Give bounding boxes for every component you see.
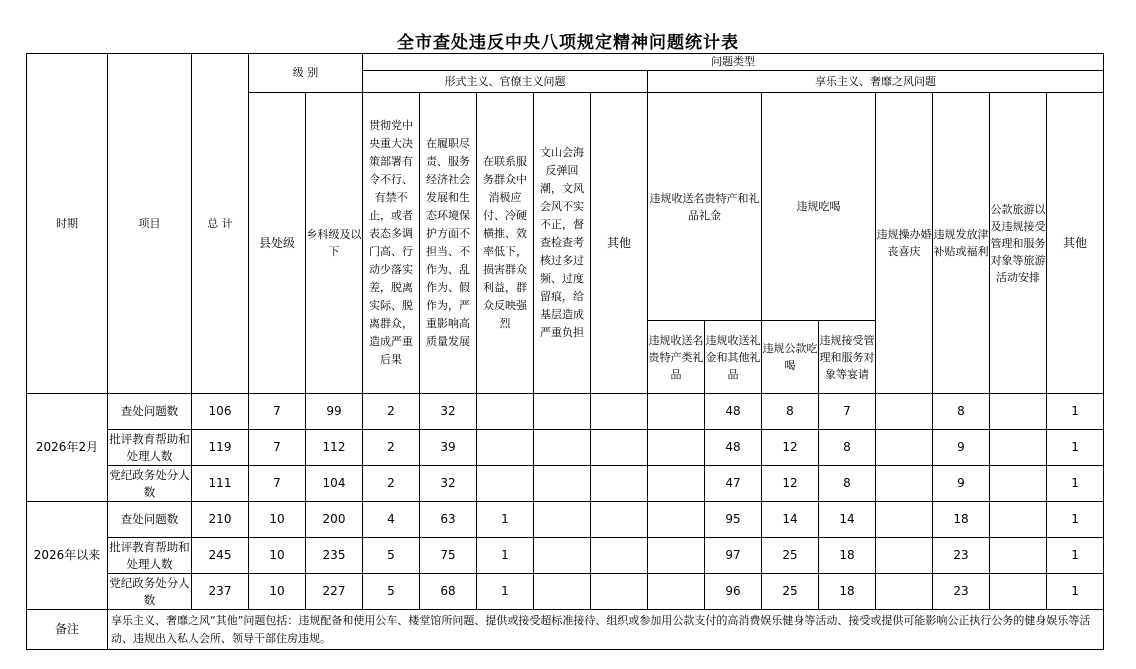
header-ceremonies: 违规操办婚丧喜庆 [876, 93, 933, 394]
header-level: 级 别 [249, 54, 363, 93]
cell: 10 [249, 574, 306, 610]
header-allowances: 违规发放津补贴或福利 [933, 93, 990, 394]
header-formalism-other: 其他 [591, 93, 648, 394]
cell: 14 [762, 502, 819, 538]
cell: 95 [705, 502, 762, 538]
cell: 10 [249, 502, 306, 538]
header-travel: 公款旅游以及违规接受管理和服务对象等旅游活动安排 [990, 93, 1047, 394]
cell [990, 574, 1047, 610]
cell: 245 [192, 538, 249, 574]
header-formalism-meetings: 文山会海反弹回潮，文风会风不实不正，督查检查考核过多过频、过度留痕，给基层造成严重负担 [534, 93, 591, 394]
row-item: 批评教育帮助和处理人数 [108, 430, 192, 466]
cell [534, 502, 591, 538]
cell [534, 394, 591, 430]
cell: 5 [363, 574, 420, 610]
cell: 23 [933, 574, 990, 610]
cell [648, 394, 705, 430]
header-formalism-masses: 在联系服务群众中消极应付、冷硬横推、效率低下，损害群众利益，群众反映强烈 [477, 93, 534, 394]
period-cell: 2026年2月 [27, 394, 108, 502]
note-text: 享乐主义、奢靡之风“其他”问题包括：违规配备和使用公车、楼堂馆所问题、提供或接受超标准接待、组织或参加用公款支付的高消费娱乐健身等活动、接受或提供可能影响公正执行公务的健身娱乐等活动、违规出入私人会所、领导干部住房违规。 [108, 610, 1104, 650]
cell: 1 [477, 574, 534, 610]
cell: 106 [192, 394, 249, 430]
header-problem-type: 问题类型 [363, 54, 1104, 71]
cell: 7 [249, 430, 306, 466]
cell: 8 [819, 466, 876, 502]
cell: 1 [1047, 502, 1104, 538]
cell: 97 [705, 538, 762, 574]
cell: 14 [819, 502, 876, 538]
cell: 12 [762, 430, 819, 466]
header-county-level: 县处级 [249, 93, 306, 394]
header-total: 总 计 [192, 54, 249, 394]
cell: 2 [363, 394, 420, 430]
cell: 237 [192, 574, 249, 610]
cell: 18 [819, 574, 876, 610]
cell: 1 [1047, 430, 1104, 466]
cell [534, 466, 591, 502]
header-gifts-specialty: 违规收送名贵特产类礼品 [648, 321, 705, 394]
cell: 32 [420, 466, 477, 502]
cell: 210 [192, 502, 249, 538]
header-gifts-money: 违规收送礼金和其他礼品 [705, 321, 762, 394]
header-item: 项目 [108, 54, 192, 394]
cell [876, 394, 933, 430]
header-formalism-duty: 在履职尽责、服务经济社会发展和生态环境保护方面不担当、不作为、乱作为、假作为，严重影响高质量发展 [420, 93, 477, 394]
cell [876, 574, 933, 610]
cell [990, 502, 1047, 538]
cell [477, 394, 534, 430]
table-row [27, 466, 1104, 502]
header-formalism-decision: 贯彻党中央重大决策部署有令不行、有禁不止，或者表态多调门高、行动少落实差，脱离实际、脱离群众，造成严重后果 [363, 93, 420, 394]
cell: 4 [363, 502, 420, 538]
cell: 1 [477, 502, 534, 538]
table-row [27, 430, 1104, 466]
cell [876, 502, 933, 538]
cell [648, 430, 705, 466]
table-row [27, 538, 1104, 574]
cell: 2 [363, 466, 420, 502]
header-period: 时期 [27, 54, 108, 394]
cell: 48 [705, 430, 762, 466]
cell [591, 466, 648, 502]
cell: 104 [306, 466, 363, 502]
cell [591, 394, 648, 430]
cell: 112 [306, 430, 363, 466]
cell [876, 538, 933, 574]
cell: 1 [1047, 574, 1104, 610]
cell [990, 430, 1047, 466]
cell [990, 394, 1047, 430]
cell [477, 430, 534, 466]
cell: 8 [933, 394, 990, 430]
cell: 227 [306, 574, 363, 610]
cell [534, 430, 591, 466]
cell: 75 [420, 538, 477, 574]
table-title: 全市查处违反中央八项规定精神问题统计表 [397, 33, 739, 53]
cell [876, 466, 933, 502]
cell [591, 502, 648, 538]
cell: 111 [192, 466, 249, 502]
row-item: 查处问题数 [108, 502, 192, 538]
header-formalism: 形式主义、官僚主义问题 [363, 71, 648, 93]
cell: 9 [933, 466, 990, 502]
table-row [27, 502, 1104, 538]
cell: 63 [420, 502, 477, 538]
note-label: 备注 [27, 610, 108, 650]
cell: 68 [420, 574, 477, 610]
row-item: 批评教育帮助和处理人数 [108, 538, 192, 574]
cell: 1 [1047, 538, 1104, 574]
cell: 18 [819, 538, 876, 574]
cell: 18 [933, 502, 990, 538]
cell: 8 [819, 430, 876, 466]
cell: 32 [420, 394, 477, 430]
cell: 9 [933, 430, 990, 466]
statistics-table [26, 53, 1104, 650]
header-dining-public: 违规公款吃喝 [762, 321, 819, 394]
row-item: 查处问题数 [108, 394, 192, 430]
cell: 96 [705, 574, 762, 610]
cell: 47 [705, 466, 762, 502]
cell [477, 466, 534, 502]
table-row [27, 574, 1104, 610]
cell: 1 [1047, 466, 1104, 502]
cell: 25 [762, 574, 819, 610]
cell [990, 466, 1047, 502]
cell: 119 [192, 430, 249, 466]
header-dining: 违规吃喝 [762, 93, 876, 321]
cell: 200 [306, 502, 363, 538]
cell: 7 [249, 394, 306, 430]
period-cell: 2026年以来 [27, 502, 108, 610]
table-row [27, 394, 1104, 430]
cell: 48 [705, 394, 762, 430]
cell [591, 538, 648, 574]
cell [990, 538, 1047, 574]
cell: 7 [249, 466, 306, 502]
cell: 10 [249, 538, 306, 574]
header-dining-banquet: 违规接受管理和服务对象等宴请 [819, 321, 876, 394]
cell: 5 [363, 538, 420, 574]
cell [876, 430, 933, 466]
header-hedonism-other: 其他 [1047, 93, 1104, 394]
cell: 39 [420, 430, 477, 466]
cell: 12 [762, 466, 819, 502]
cell: 8 [762, 394, 819, 430]
cell [648, 502, 705, 538]
cell: 235 [306, 538, 363, 574]
cell: 25 [762, 538, 819, 574]
cell [534, 574, 591, 610]
cell [591, 430, 648, 466]
header-gifts: 违规收送名贵特产和礼品礼金 [648, 93, 762, 321]
cell [648, 466, 705, 502]
header-hedonism: 享乐主义、奢靡之风问题 [648, 71, 1104, 93]
cell: 1 [477, 538, 534, 574]
cell [648, 574, 705, 610]
cell: 2 [363, 430, 420, 466]
cell: 99 [306, 394, 363, 430]
cell [648, 538, 705, 574]
cell: 7 [819, 394, 876, 430]
cell [591, 574, 648, 610]
row-item: 党纪政务处分人数 [108, 466, 192, 502]
row-item: 党纪政务处分人数 [108, 574, 192, 610]
header-township-level: 乡科级及以下 [306, 93, 363, 394]
cell: 23 [933, 538, 990, 574]
cell: 1 [1047, 394, 1104, 430]
cell [534, 538, 591, 574]
